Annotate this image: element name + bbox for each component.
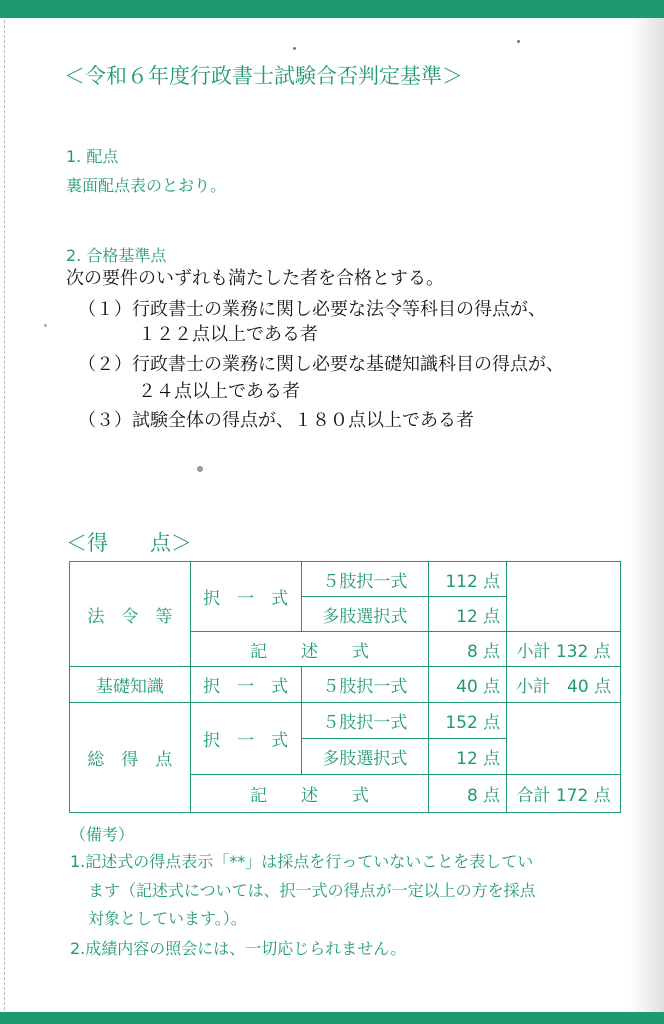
note-1-continued: 対象としています。）。 [88,909,247,928]
hourei-val2: 12 点 [429,597,507,632]
hourei-val3: 8 点 [429,632,507,667]
criterion-2: （２）行政書士の業務に関し必要な基礎知識科目の得点が、 [78,354,564,375]
total-val2: 12 点 [429,739,507,775]
note-1-continued: ます（記述式については、択一式の得点が一定以上の方を採点 [88,881,536,900]
paper-speck [44,324,47,327]
kiso-sub1: ５肢択一式 [301,667,429,703]
top-border-bar [0,0,664,18]
hourei-essay: 記 述 式 [190,632,429,667]
paper-speck [517,40,520,43]
total-method: 択 一 式 [190,703,301,775]
note-2: 2.成績内容の照会には、一切応じられません。 [70,939,407,958]
table-row [70,562,621,597]
perforation-edge [4,20,5,1010]
notes-heading: （備考） [70,825,135,844]
paper-speck [197,466,203,472]
criterion-1: （１）行政書士の業務に関し必要な法令等科目の得点が、 [78,299,546,320]
note-1: 1.記述式の得点表示「**」は採点を行っていないことを表してい [70,852,534,871]
score-table [69,561,621,813]
kiso-label: 基礎知識 [70,667,191,703]
section2-heading: 2. 合格基準点 [66,246,167,265]
total-sub2: 多肢選択式 [301,739,429,775]
total-label: 総 得 点 [70,703,191,813]
hourei-label: 法 令 等 [70,562,191,667]
criterion-2-continued: ２４点以上である者 [138,381,300,402]
section2-intro: 次の要件のいずれも満たした者を合格とする。 [66,268,444,289]
bottom-border-bar [0,1012,664,1024]
hourei-sub2: 多肢選択式 [301,597,429,632]
page-shadow [630,18,664,1012]
criterion-1-continued: １２２点以上である者 [138,324,318,345]
kiso-subtotal: 小計 40 点 [507,667,621,703]
total-sub1: ５肢択一式 [301,703,429,739]
total-val1: 152 点 [429,703,507,739]
hourei-val1: 112 点 [429,562,507,597]
paper-speck [293,47,296,50]
document-title: ＜令和６年度行政書士試験合否判定基準＞ [64,64,463,88]
table-row [70,703,621,739]
table-row [70,667,621,703]
criterion-3: （３）試験全体の得点が、１８０点以上である者 [78,410,474,431]
total-essay: 記 述 式 [190,775,429,813]
total-blank [507,703,621,775]
hourei-subtotal: 小計 132 点 [507,632,621,667]
hourei-method: 択 一 式 [190,562,301,632]
grand-total: 合計 172 点 [507,775,621,813]
total-val3: 8 点 [429,775,507,813]
hourei-blank [507,562,621,632]
kiso-val1: 40 点 [429,667,507,703]
section1-heading: 1. 配点 [66,147,119,166]
score-heading: ＜得 点＞ [66,531,192,555]
kiso-method: 択 一 式 [190,667,301,703]
section1-text: 裏面配点表のとおり。 [66,176,227,195]
hourei-sub1: ５肢択一式 [301,562,429,597]
